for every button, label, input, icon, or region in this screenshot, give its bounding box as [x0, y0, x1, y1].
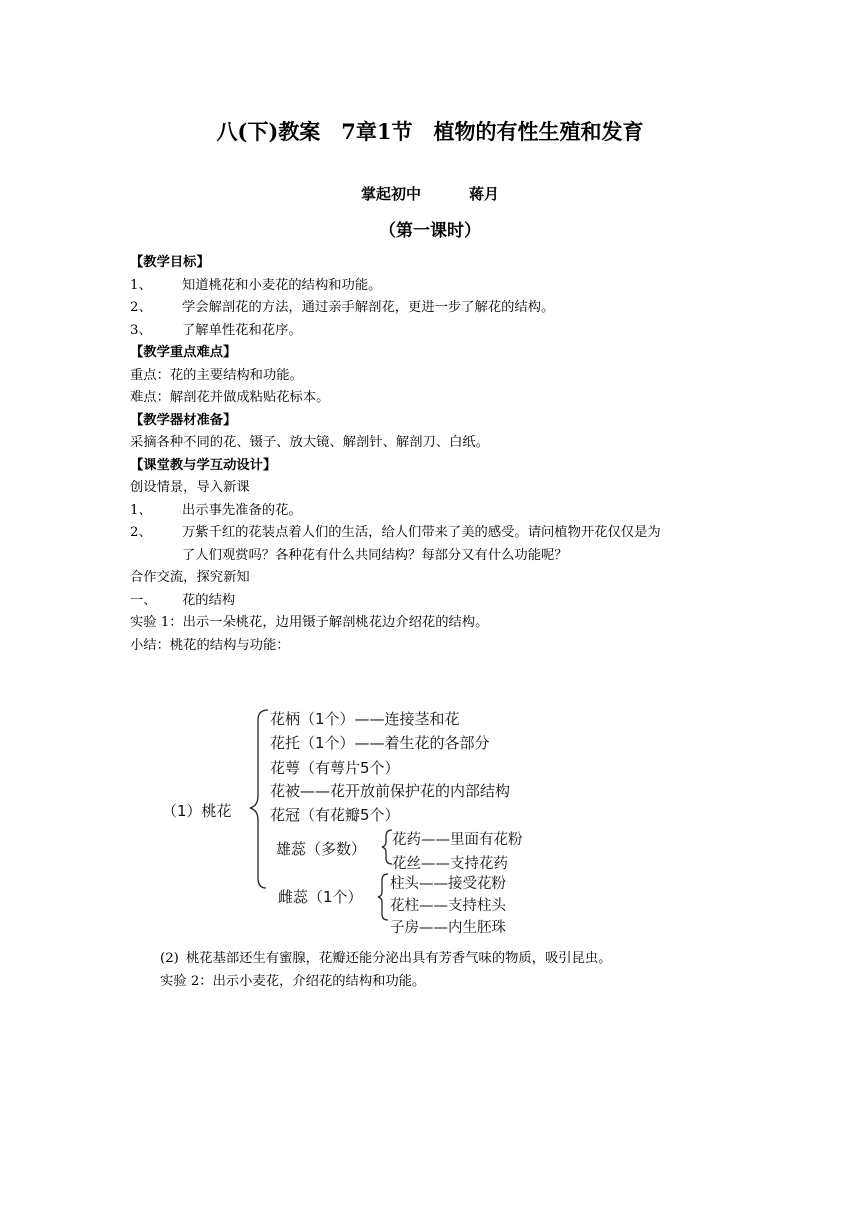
- intro-text: 万紫千红的花装点着人们的生活，给人们带来了美的感受。请问植物开花仅仅是为: [182, 525, 661, 540]
- difficult-points: 难点：解剖花并做成粘贴花标本。: [130, 390, 330, 405]
- author-line: [0, 183, 860, 204]
- diagram-part-label: 花托（1个）——着生花的各部分: [270, 734, 490, 752]
- main-brace: [250, 710, 268, 888]
- stamen-child-label: 花药——里面有花粉: [392, 832, 523, 848]
- note-line: [160, 948, 760, 971]
- peach-flower-structure-diagram: [160, 704, 580, 944]
- intro-title: 创设情景，导入新课: [130, 480, 250, 495]
- intro-text-continued: 了人们观赏吗？各种花有什么共同结构？每部分又有什么功能呢？: [182, 547, 568, 563]
- pistil-brace: [378, 874, 388, 920]
- materials-heading: 【教学器材准备】: [130, 412, 237, 428]
- goal-text: 学会解剖花的方法，通过亲手解剖花，更进一步了解花的结构。: [182, 300, 555, 315]
- design-heading: 【课堂教与学互动设计】: [130, 457, 277, 473]
- diagram-part-label: 花柄（1个）——连接茎和花: [270, 710, 460, 728]
- intro-number: 2、: [130, 525, 152, 540]
- intro-item: [130, 500, 750, 523]
- key-points: 重点：花的主要结构和功能。: [130, 367, 303, 383]
- goal-text: 了解单性花和花序。: [182, 322, 302, 338]
- goal-item: [130, 275, 750, 298]
- experiment-one: 实验 1：出示一朵桃花，边用镊子解剖桃花边介绍花的结构。: [130, 615, 489, 630]
- goal-number: 1、: [130, 277, 152, 293]
- note-number: (2): [160, 951, 179, 966]
- diagram-part-label: 花冠（有花瓣5个）: [270, 806, 400, 824]
- goal-item: [130, 297, 750, 320]
- page-title: 八(下)教案 7章1节 植物的有性生殖和发育: [216, 119, 644, 144]
- key-points-heading: 【教学重点难点】: [130, 345, 237, 360]
- diagram-part-label: 花萼（有萼片5个）: [270, 759, 400, 777]
- part-title: 花的结构: [182, 592, 236, 608]
- note-text: 桃花基部还生有蜜腺，花瓣还能分泌出具有芳香气味的物质，吸引昆虫。: [186, 951, 612, 966]
- intro-text: 出示事先准备的花。: [182, 502, 302, 518]
- stamen-brace: [382, 830, 392, 864]
- experiment-two: 实验 2：出示小麦花，介绍花的结构和功能。: [160, 973, 426, 989]
- part-number: 一、: [130, 592, 157, 608]
- pistil-label: 雌蕊（1个）: [278, 888, 363, 906]
- pistil-child-label: 子房——内生胚珠: [390, 920, 506, 936]
- author-name: 蒋月: [469, 185, 500, 203]
- diagram-root-label: （1）桃花: [162, 802, 232, 820]
- pistil-child-label: 柱头——接受花粉: [390, 876, 506, 892]
- materials-text: 采摘各种不同的花、镊子、放大镜、解剖针、解剖刀、白纸。: [130, 435, 490, 450]
- goal-number: 3、: [130, 322, 152, 338]
- goal-number: 2、: [130, 300, 152, 315]
- goal-text: 知道桃花和小麦花的结构和功能。: [182, 277, 382, 293]
- diagram-part-label: 花被——花开放前保护花的内部结构: [270, 782, 511, 800]
- summary-text: 小结：桃花的结构与功能：: [130, 637, 290, 653]
- explore-title: 合作交流，探究新知: [130, 570, 250, 585]
- goal-item: [130, 320, 750, 343]
- intro-number: 1、: [130, 502, 152, 518]
- pistil-child-label: 花柱——支持柱头: [390, 898, 506, 914]
- author-school: 掌起初中: [360, 185, 421, 203]
- stamen-child-label: 花丝——支持花药: [392, 856, 508, 872]
- lesson-body: [130, 252, 750, 657]
- after-diagram-text: [160, 948, 760, 993]
- lesson-period: （第一课时）: [379, 221, 481, 241]
- intro-item: [130, 522, 750, 545]
- part-one: [130, 590, 750, 613]
- goals-heading: 【教学目标】: [130, 255, 210, 270]
- stamen-label: 雄蕊（多数）: [276, 840, 367, 858]
